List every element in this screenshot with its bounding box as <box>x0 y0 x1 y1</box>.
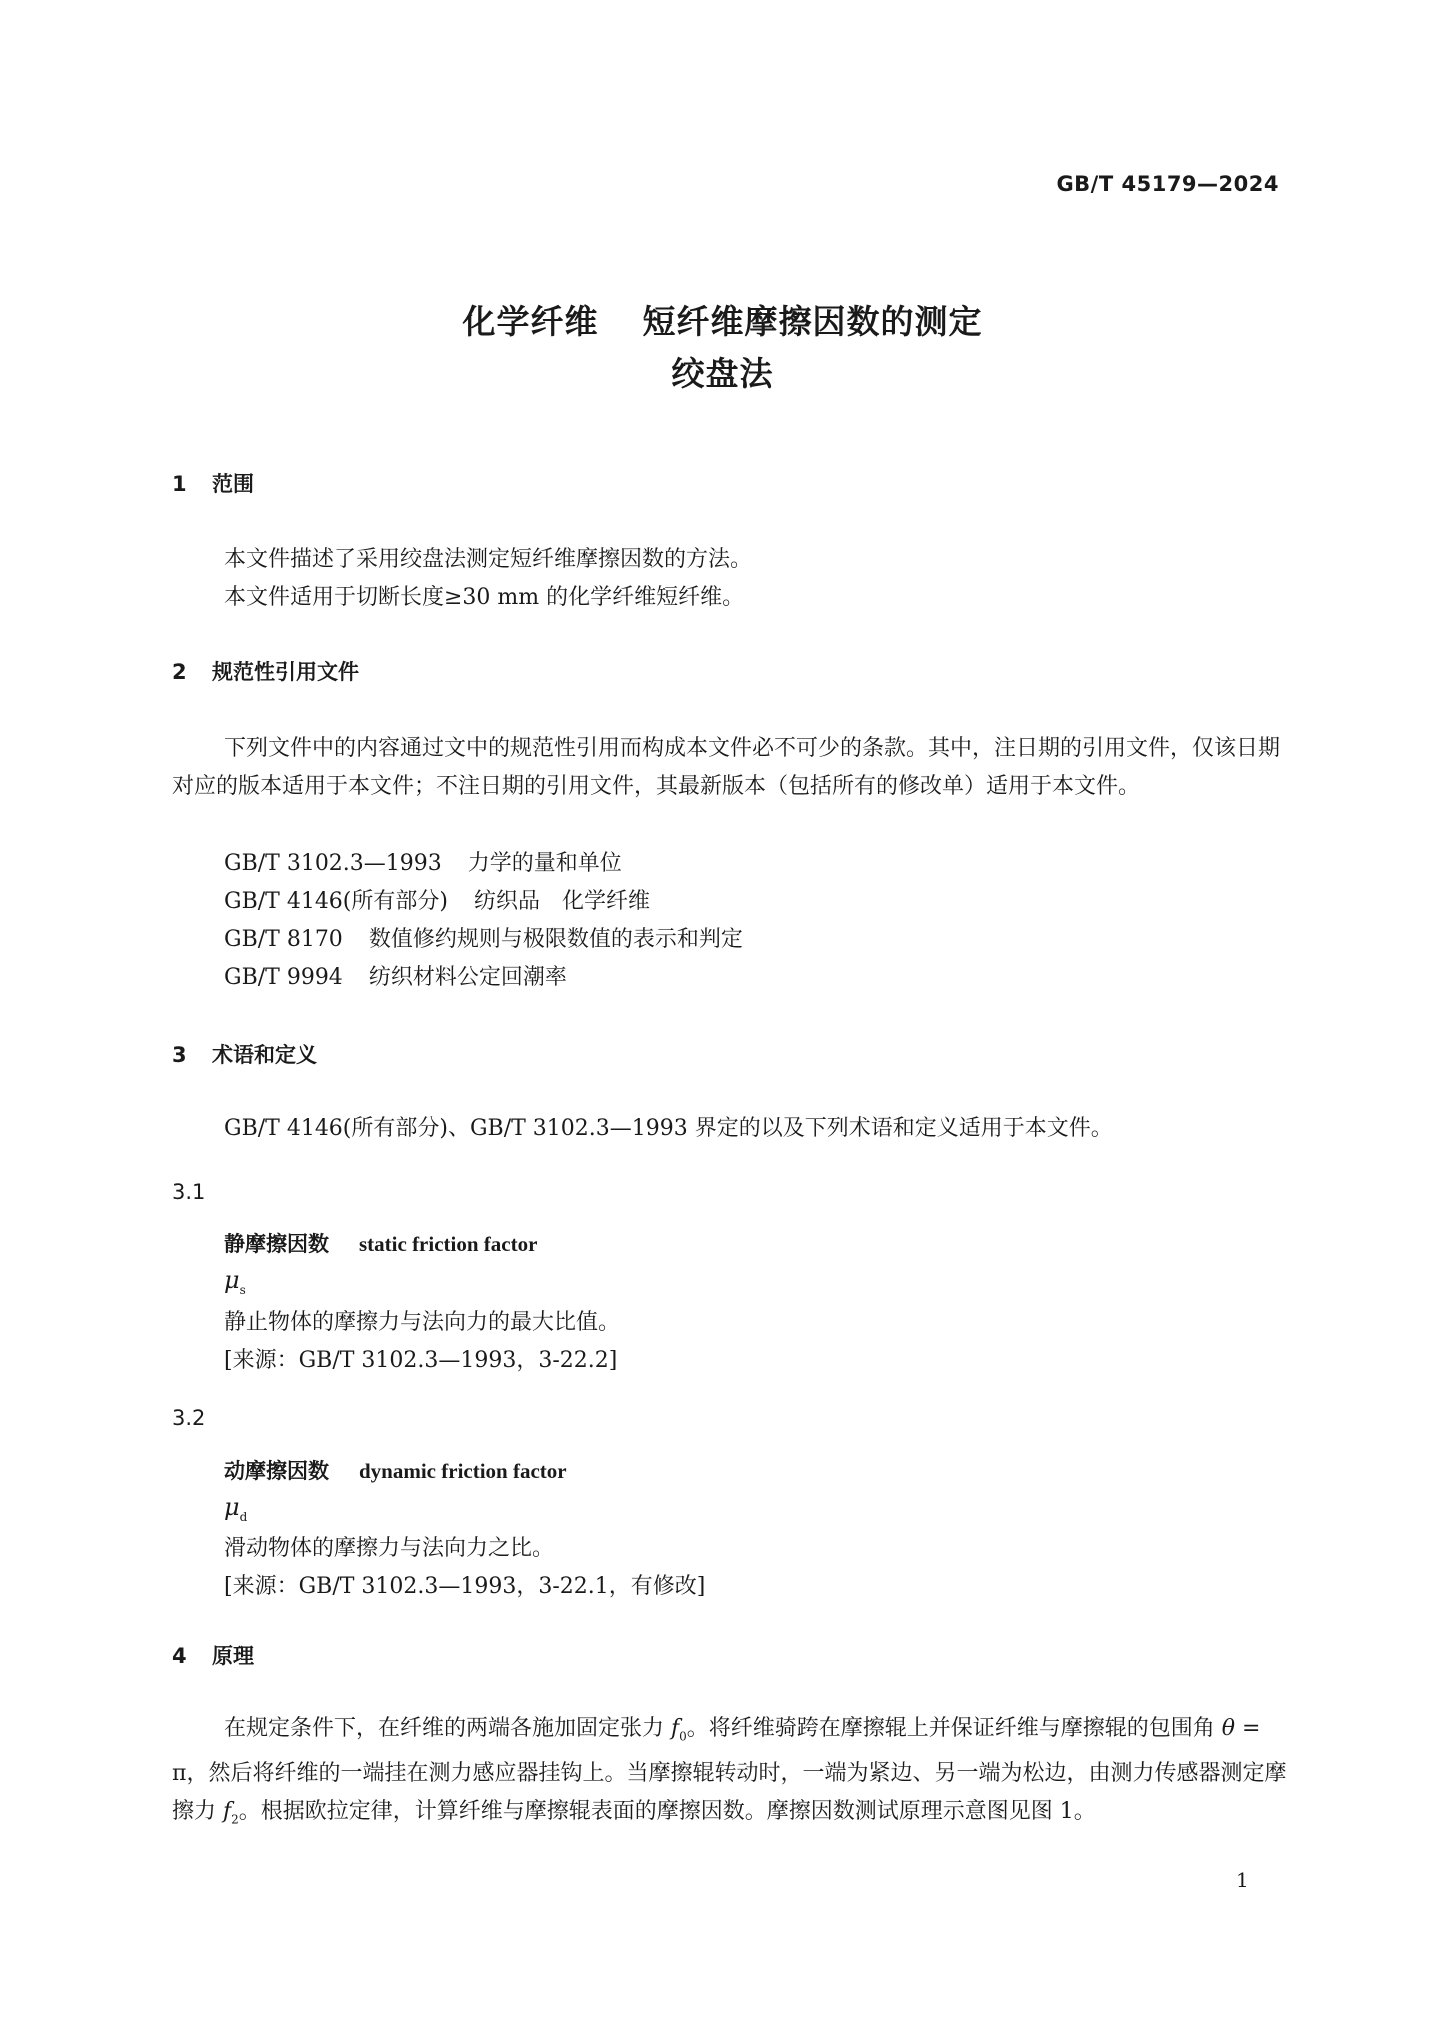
reference-code: GB/T 3102.3—1993 <box>224 851 442 876</box>
section-title: 原理 <box>212 1644 254 1668</box>
section-title: 术语和定义 <box>212 1043 317 1067</box>
terms-intro: GB/T 4146(所有部分)、GB/T 3102.3—1993 界定的以及下列术语和定义适用于本文件。 <box>224 1116 1113 1141</box>
standard-code: GB/T 45179—2024 <box>1056 172 1279 196</box>
term-title <box>224 1228 537 1258</box>
page-number: 1 <box>1236 1868 1249 1892</box>
section-title: 规范性引用文件 <box>212 660 359 684</box>
symbol-subscript: s <box>239 1282 246 1297</box>
principle-text-a: 在规定条件下，在纤维的两端各施加固定张力 <box>224 1716 671 1741</box>
reference-item <box>224 846 622 877</box>
normative-references-intro: 下列文件中的内容通过文中的规范性引用而构成本文件必不可少的条款。其中，注日期的引用文件，仅该日期对应的版本适用于本文件；不注日期的引用文件，其最新版本（包括所有的修改单）适用于本文件。 <box>172 736 1281 799</box>
tension-f0-subscript: 0 <box>679 1729 687 1744</box>
symbol-mu: μ <box>224 1493 240 1521</box>
reference-item <box>224 960 567 991</box>
term-title <box>224 1455 567 1485</box>
reference-item <box>224 884 650 915</box>
section-number: 2 <box>172 660 187 684</box>
principle-paragraph <box>172 1710 1288 1839</box>
friction-f2-symbol: f <box>223 1799 232 1825</box>
reference-title: 纺织品 化学纤维 <box>473 889 650 914</box>
reference-code: GB/T 8170 <box>224 927 343 952</box>
reference-title: 力学的量和单位 <box>467 851 622 876</box>
scope-paragraph-1: 本文件描述了采用绞盘法测定短纤维摩擦因数的方法。 <box>224 547 753 572</box>
section-number: 4 <box>172 1644 187 1668</box>
term-source: [来源：GB/T 3102.3—1993，3-22.1，有修改] <box>224 1574 706 1599</box>
section-number: 3 <box>172 1043 187 1067</box>
term-zh: 静摩擦因数 <box>224 1232 329 1256</box>
symbol-subscript: d <box>239 1509 248 1524</box>
section-4-heading <box>172 1640 254 1670</box>
term-symbol <box>224 1266 246 1297</box>
document-title-line1 <box>0 296 1445 343</box>
reference-item <box>224 922 743 953</box>
term-zh: 动摩擦因数 <box>224 1459 329 1483</box>
title-part-a: 化学纤维 <box>462 302 599 341</box>
term-en: dynamic friction factor <box>359 1459 567 1483</box>
theta-symbol: θ <box>1221 1716 1236 1741</box>
principle-text-c: = π，然后将纤维的一端挂在测力感应器挂钩上。当摩擦辊转动时，一端为紧边、另一端为松边，由测力传感器测定摩擦力 <box>172 1716 1287 1825</box>
principle-text-b: 。将纤维骑跨在摩擦辊上并保证纤维与摩擦辊的包围角 <box>686 1716 1222 1741</box>
friction-f2-subscript: 2 <box>231 1812 239 1827</box>
section-3-heading <box>172 1039 317 1069</box>
term-source: [来源：GB/T 3102.3—1993，3-22.2] <box>224 1348 618 1373</box>
section-title: 范围 <box>212 472 254 496</box>
principle-text-d: 。根据欧拉定律，计算纤维与摩擦辊表面的摩擦因数。摩擦因数测试原理示意图见图 1。 <box>238 1799 1096 1825</box>
term-en: static friction factor <box>359 1232 538 1256</box>
term-number: 3.2 <box>172 1406 206 1430</box>
document-title-line2: 绞盘法 <box>671 354 774 393</box>
section-1-heading <box>172 468 254 498</box>
reference-code: GB/T 4146(所有部分) <box>224 889 448 914</box>
term-number: 3.1 <box>172 1180 206 1204</box>
reference-title: 数值修约规则与极限数值的表示和判定 <box>368 927 743 952</box>
scope-paragraph-2: 本文件适用于切断长度≥30 mm 的化学纤维短纤维。 <box>224 585 745 610</box>
title-part-b: 短纤维摩擦因数的测定 <box>642 302 983 341</box>
term-definition: 静止物体的摩擦力与法向力的最大比值。 <box>224 1310 621 1335</box>
tension-f0-symbol: f <box>671 1716 680 1741</box>
symbol-mu: μ <box>224 1266 240 1294</box>
section-number: 1 <box>172 472 187 496</box>
section-2-heading <box>172 656 359 686</box>
reference-code: GB/T 9994 <box>224 965 343 990</box>
reference-title: 纺织材料公定回潮率 <box>368 965 567 990</box>
term-symbol <box>224 1493 247 1524</box>
term-definition: 滑动物体的摩擦力与法向力之比。 <box>224 1536 555 1561</box>
